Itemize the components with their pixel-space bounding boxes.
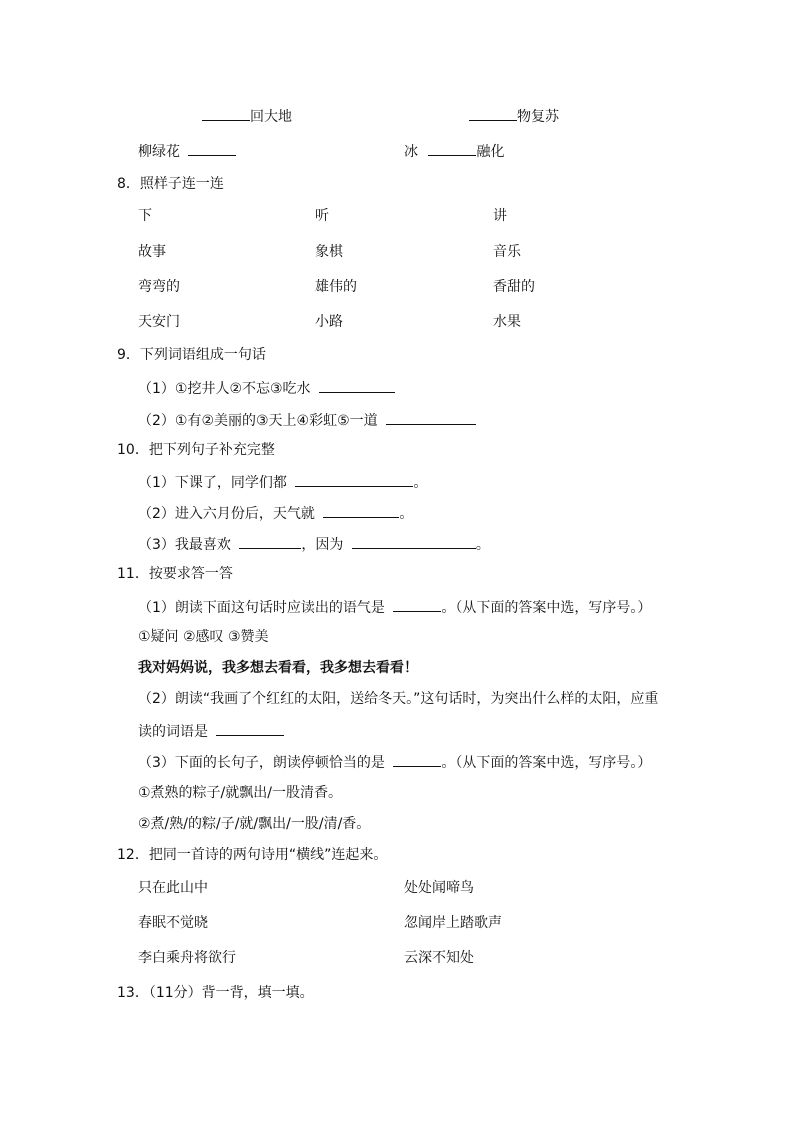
item-text: （2）①有②美丽的③天上④彩虹⑤一道	[138, 413, 378, 429]
item-text: （3）我最喜欢	[138, 537, 231, 553]
q11-item-3	[138, 752, 651, 772]
q8-word[interactable]: 故事	[138, 244, 166, 260]
answer-blank[interactable]	[469, 106, 517, 121]
q8-word[interactable]: 雄伟的	[315, 279, 357, 295]
question-10-title: 10．把下列句子补充完整	[117, 442, 275, 458]
question-8-title: 8．照样子连一连	[117, 176, 224, 192]
fill-row1-left	[202, 106, 292, 126]
answer-blank[interactable]	[352, 534, 476, 549]
q8-word[interactable]: 音乐	[493, 244, 521, 260]
q11-option-b: ②煮/熟/的粽/子/就/飘出/一股/清/香。	[138, 816, 371, 832]
question-11-title: 11．按要求答一答	[117, 566, 233, 582]
answer-blank[interactable]	[188, 141, 236, 156]
item-text: 。（从下面的答案中选，写序号。）	[441, 755, 652, 771]
q8-word[interactable]: 香甜的	[493, 279, 535, 295]
answer-blank[interactable]	[393, 597, 441, 612]
item-text: 。（从下面的答案中选，写序号。）	[441, 600, 652, 616]
item-text: ，因为	[301, 537, 344, 553]
poem-line-right[interactable]: 忽闻岸上踏歌声	[404, 915, 502, 931]
q8-word[interactable]: 弯弯的	[138, 279, 180, 295]
q8-word[interactable]: 天安门	[138, 314, 180, 330]
fill-text: 冰	[404, 144, 418, 160]
answer-blank[interactable]	[295, 472, 413, 487]
fill-row1-right	[469, 106, 559, 126]
poem-line-right[interactable]: 处处闻啼鸟	[404, 880, 474, 896]
answer-blank[interactable]	[386, 410, 476, 425]
q11-item-2-line-2	[138, 721, 284, 741]
item-text: （1）下课了，同学们都	[138, 475, 287, 491]
item-text: （1）朗读下面这句话时应读出的语气是	[138, 600, 385, 616]
answer-blank[interactable]	[428, 141, 476, 156]
question-9-title: 9．下列词语组成一句话	[117, 347, 266, 363]
fill-row2-right	[404, 141, 504, 161]
q8-word[interactable]: 水果	[493, 314, 521, 330]
item-text: 读的词语是	[138, 724, 208, 740]
poem-line-left[interactable]: 只在此山中	[138, 880, 208, 896]
item-text: （1）①挖井人②不忘③吃水	[138, 381, 311, 397]
item-text: （2）进入六月份后，天气就	[138, 506, 315, 522]
answer-blank[interactable]	[239, 534, 301, 549]
item-text: 。	[413, 475, 428, 491]
item-text: 。	[399, 506, 414, 522]
q11-option-a: ①煮熟的粽子/就飘出/一股清香。	[138, 785, 342, 801]
question-13-title: 13．（11分）背一背，填一填。	[117, 985, 314, 1001]
answer-blank[interactable]	[202, 106, 250, 121]
q9-item-2	[138, 410, 476, 430]
q8-word[interactable]: 讲	[493, 208, 507, 224]
q11-sentence: 我对妈妈说，我多想去看看，我多想去看看！	[138, 660, 418, 676]
answer-blank[interactable]	[216, 721, 284, 736]
fill-row2-left	[138, 141, 236, 161]
q8-word[interactable]: 象棋	[315, 244, 343, 260]
q10-item-1	[138, 472, 427, 492]
fill-text: 回大地	[250, 109, 292, 125]
poem-line-left[interactable]: 春眠不觉晓	[138, 915, 208, 931]
q11-options-1: ①疑问 ②感叹 ③赞美	[138, 629, 269, 645]
q9-item-1	[138, 378, 395, 398]
fill-text: 融化	[476, 144, 505, 160]
q8-word[interactable]: 小路	[315, 314, 343, 330]
answer-blank[interactable]	[323, 503, 399, 518]
item-text: （3）下面的长句子，朗读停顿恰当的是	[138, 755, 385, 771]
q10-item-2	[138, 503, 413, 523]
q10-item-3	[138, 534, 490, 554]
poem-line-right[interactable]: 云深不知处	[404, 950, 474, 966]
fill-text: 柳绿花	[138, 144, 180, 160]
answer-blank[interactable]	[393, 752, 441, 767]
q11-item-1	[138, 597, 651, 617]
answer-blank[interactable]	[319, 378, 395, 393]
question-12-title: 12．把同一首诗的两句诗用“横线”连起来。	[117, 847, 388, 863]
q8-word[interactable]: 听	[315, 208, 329, 224]
fill-text: 物复苏	[517, 109, 559, 125]
q11-item-2-line-1: （2）朗读“我画了个红红的太阳，送给冬天。”这句话时，为突出什么样的太阳，应重	[138, 691, 659, 707]
item-text: 。	[475, 537, 490, 553]
q8-word[interactable]: 下	[138, 208, 152, 224]
poem-line-left[interactable]: 李白乘舟将欲行	[138, 950, 236, 966]
